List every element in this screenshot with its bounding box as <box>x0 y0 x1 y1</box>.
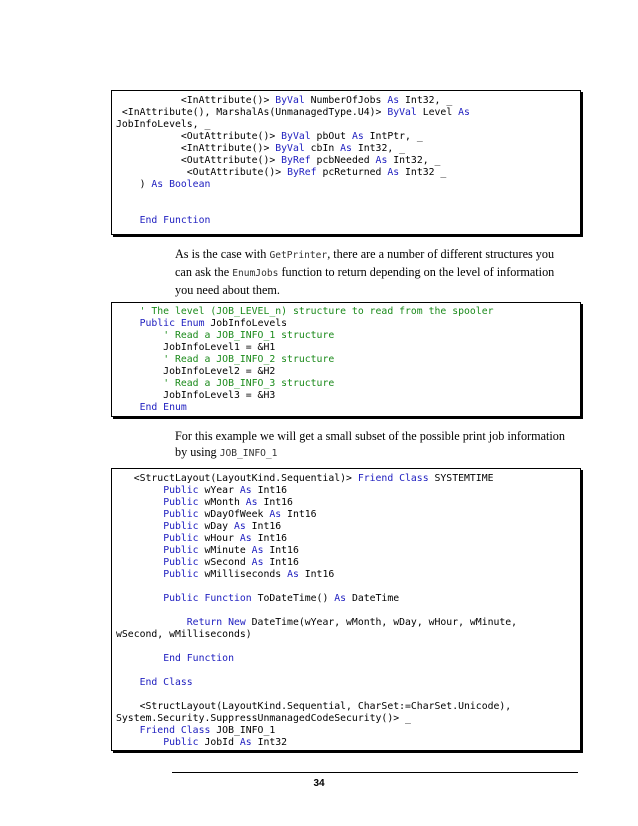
paragraph-text: you need about them. <box>175 283 280 297</box>
code-text: <OutAttribute()> <box>116 131 282 142</box>
paragraph-text: by using <box>175 445 220 459</box>
code-text <box>116 617 187 628</box>
code-text <box>116 521 163 532</box>
code-keyword: ByVal <box>281 131 311 142</box>
code-keyword: As <box>245 497 258 508</box>
page-number: 34 <box>313 778 325 789</box>
code-text: Int16 <box>245 521 282 532</box>
code-comment: ' The level (JOB_LEVEL_n) structure to read from the spooler <box>139 306 494 317</box>
code-text: System.Security.SuppressUnmanagedCodeSecurity()> _ <box>116 713 411 724</box>
code-text: SYSTEMTIME <box>428 473 494 484</box>
code-text: DateTime <box>346 593 400 604</box>
code-text <box>116 306 140 317</box>
code-keyword: Public <box>163 485 199 496</box>
paragraph-text: As is the case with <box>175 247 270 261</box>
code-text: <InAttribute(), MarshalAs(UnmanagedType.U4)> <box>116 107 388 118</box>
code-keyword: ByRef <box>281 155 311 166</box>
code-text: JobInfoLevels <box>204 318 288 329</box>
code-line <box>116 545 576 557</box>
code-keyword: Public <box>163 737 199 748</box>
code-line <box>116 179 576 191</box>
code-keyword: As <box>269 509 282 520</box>
code-keyword: As <box>251 545 264 556</box>
code-text: <OutAttribute()> <box>116 155 282 166</box>
code-keyword: End Class <box>139 677 193 688</box>
code-keyword: ByRef <box>287 167 317 178</box>
code-text: wMonth <box>198 497 246 508</box>
code-keyword: As <box>251 557 264 568</box>
code-text: Int32 _ <box>399 167 447 178</box>
code-text: wMinute <box>198 545 252 556</box>
code-line <box>116 354 576 366</box>
code-line <box>116 473 576 485</box>
code-block-job-info-levels-enum <box>111 302 581 417</box>
code-keyword: As <box>233 521 246 532</box>
code-comment: ' Read a JOB_INFO_1 structure <box>163 330 335 341</box>
code-line <box>116 131 576 143</box>
code-text: Int32 <box>251 737 288 748</box>
code-text: Level <box>416 107 459 118</box>
code-line <box>116 629 576 641</box>
code-text: Int16 <box>251 533 288 544</box>
code-line <box>116 677 576 689</box>
code-text <box>116 497 163 508</box>
code-text <box>116 677 140 688</box>
code-keyword: End Function <box>163 653 234 664</box>
code-text: wMilliseconds <box>198 569 288 580</box>
code-text <box>116 354 163 365</box>
code-text <box>116 557 163 568</box>
code-text: wSecond, wMilliseconds) <box>116 629 252 640</box>
code-text <box>116 402 140 413</box>
code-text <box>116 545 163 556</box>
code-keyword: As <box>351 131 364 142</box>
code-text: Int16 <box>263 545 299 556</box>
code-text <box>116 378 163 389</box>
code-text: wSecond <box>198 557 252 568</box>
code-comment: ' Read a JOB_INFO_2 structure <box>163 354 335 365</box>
code-lines <box>116 95 576 227</box>
code-text: JobId <box>198 737 240 748</box>
code-line <box>116 485 576 497</box>
code-block-systemtime-class <box>111 468 581 751</box>
code-keyword: End Function <box>139 215 211 226</box>
paragraph-line <box>175 282 575 298</box>
code-line <box>116 557 576 569</box>
code-text <box>116 569 163 580</box>
code-text: wHour <box>198 533 240 544</box>
code-line <box>116 533 576 545</box>
paragraph-structures-intro <box>175 246 575 298</box>
code-keyword: As <box>239 533 252 544</box>
paragraph-line <box>175 428 575 444</box>
code-line <box>116 581 576 593</box>
code-line <box>116 605 576 617</box>
code-keyword: As <box>239 485 252 496</box>
code-text: DateTime(wYear, wMonth, wDay, wHour, wMinute, <box>245 617 518 628</box>
code-text: JobInfoLevel2 = &H2 <box>116 366 276 377</box>
code-line <box>116 497 576 509</box>
code-text: Int32, _ <box>351 143 406 154</box>
code-keyword: End Enum <box>139 402 187 413</box>
code-keyword: Friend Class <box>139 725 211 736</box>
paragraph-line <box>175 264 575 282</box>
paragraph-text: , there are a number of different structures you <box>327 247 555 261</box>
code-text: IntPtr, _ <box>363 131 423 142</box>
code-text <box>116 725 140 736</box>
code-line <box>116 402 576 414</box>
code-line <box>116 521 576 533</box>
code-line <box>116 318 576 330</box>
code-keyword: As <box>151 179 164 190</box>
code-line <box>116 167 576 179</box>
code-line <box>116 107 576 119</box>
code-text: Int16 <box>251 485 288 496</box>
code-keyword: Friend Class <box>357 473 429 484</box>
code-text: JobInfoLevel3 = &H3 <box>116 390 276 401</box>
code-keyword: Public <box>163 509 199 520</box>
code-text: NumberOfJobs <box>304 95 388 106</box>
code-text <box>116 653 163 664</box>
code-keyword: As <box>287 569 299 580</box>
code-line <box>116 306 576 318</box>
code-text <box>116 509 163 520</box>
code-keyword: Public <box>163 533 199 544</box>
code-keyword: As <box>458 107 470 118</box>
code-keyword: Public <box>163 545 199 556</box>
code-text: JobInfoLevel1 = &H1 <box>116 342 276 353</box>
code-line <box>116 653 576 665</box>
paragraph-line <box>175 444 575 462</box>
code-text <box>116 737 163 748</box>
inline-code: JOB_INFO_1 <box>219 448 278 459</box>
code-keyword: Public Function <box>163 593 252 604</box>
code-line <box>116 737 576 749</box>
code-keyword: ByVal <box>387 107 417 118</box>
code-keyword: As <box>375 155 388 166</box>
code-text: <OutAttribute()> <box>116 167 288 178</box>
code-text: wDayOfWeek <box>198 509 270 520</box>
code-keyword: Public <box>163 497 199 508</box>
code-text <box>116 593 163 604</box>
code-text: wDay <box>198 521 234 532</box>
code-line <box>116 215 576 227</box>
code-line <box>116 155 576 167</box>
code-text <box>116 533 163 544</box>
code-line <box>116 378 576 390</box>
inline-code: GetPrinter <box>269 250 328 261</box>
code-line <box>116 203 576 215</box>
code-text: pcReturned <box>316 167 388 178</box>
code-line <box>116 143 576 155</box>
code-line <box>116 665 576 677</box>
code-lines <box>116 473 576 749</box>
paragraph-text: For this example we will get a small subset of the possible print job information <box>175 429 565 443</box>
code-keyword: ByVal <box>275 95 305 106</box>
code-line <box>116 95 576 107</box>
code-keyword: As <box>340 143 352 154</box>
code-line <box>116 509 576 521</box>
code-text: Int16 <box>281 509 317 520</box>
code-text: JOB_INFO_1 <box>210 725 276 736</box>
code-line <box>116 713 576 725</box>
code-text: Int16 <box>298 569 335 580</box>
inline-code: EnumJobs <box>232 268 279 279</box>
code-text <box>116 330 163 341</box>
code-text: JobInfoLevels, _ <box>116 119 211 130</box>
code-text: pcbNeeded <box>310 155 376 166</box>
code-keyword: ByVal <box>275 143 305 154</box>
code-text: Int16 <box>257 497 293 508</box>
footer-divider <box>172 772 578 773</box>
code-keyword: Return New <box>186 617 246 628</box>
code-keyword: Public Enum <box>139 318 205 329</box>
code-keyword: Public <box>163 569 199 580</box>
code-text: Int32, _ <box>399 95 453 106</box>
paragraph-text: can ask the <box>175 265 233 279</box>
paragraph-line <box>175 246 575 264</box>
code-line <box>116 593 576 605</box>
paragraph-job-info-subset <box>175 428 575 462</box>
code-text: Int16 <box>263 557 299 568</box>
code-text: <InAttribute()> <box>116 143 276 154</box>
code-lines <box>116 306 576 414</box>
code-text: <StructLayout(LayoutKind.Sequential)> <box>116 473 358 484</box>
code-line <box>116 689 576 701</box>
code-line <box>116 330 576 342</box>
code-line <box>116 191 576 203</box>
code-line <box>116 725 576 737</box>
paragraph-text: function to return depending on the level of information <box>278 265 555 279</box>
code-keyword: As <box>387 167 400 178</box>
code-text <box>116 485 163 496</box>
code-comment: ' Read a JOB_INFO_3 structure <box>163 378 335 389</box>
code-text: <InAttribute()> <box>116 95 276 106</box>
code-text <box>116 215 140 226</box>
code-text: cbIn <box>304 143 341 154</box>
code-text: Int32, _ <box>387 155 441 166</box>
code-line <box>116 119 576 131</box>
code-text: ToDateTime() <box>251 593 335 604</box>
code-text: ) <box>116 179 152 190</box>
code-keyword: As <box>334 593 347 604</box>
code-keyword: Public <box>163 557 199 568</box>
code-line <box>116 617 576 629</box>
code-text: wYear <box>198 485 240 496</box>
code-text: pbOut <box>310 131 352 142</box>
code-line <box>116 641 576 653</box>
code-keyword: Public <box>163 521 199 532</box>
code-line <box>116 569 576 581</box>
code-line <box>116 342 576 354</box>
code-text <box>116 318 140 329</box>
code-line <box>116 390 576 402</box>
code-block-printer-function-end <box>111 90 581 235</box>
code-keyword: As <box>387 95 400 106</box>
code-line <box>116 701 576 713</box>
code-text: <StructLayout(LayoutKind.Sequential, CharSet:=CharSet.Unicode), <box>116 701 512 712</box>
code-keyword: As <box>239 737 252 748</box>
code-line <box>116 366 576 378</box>
code-keyword: Boolean <box>169 179 211 190</box>
